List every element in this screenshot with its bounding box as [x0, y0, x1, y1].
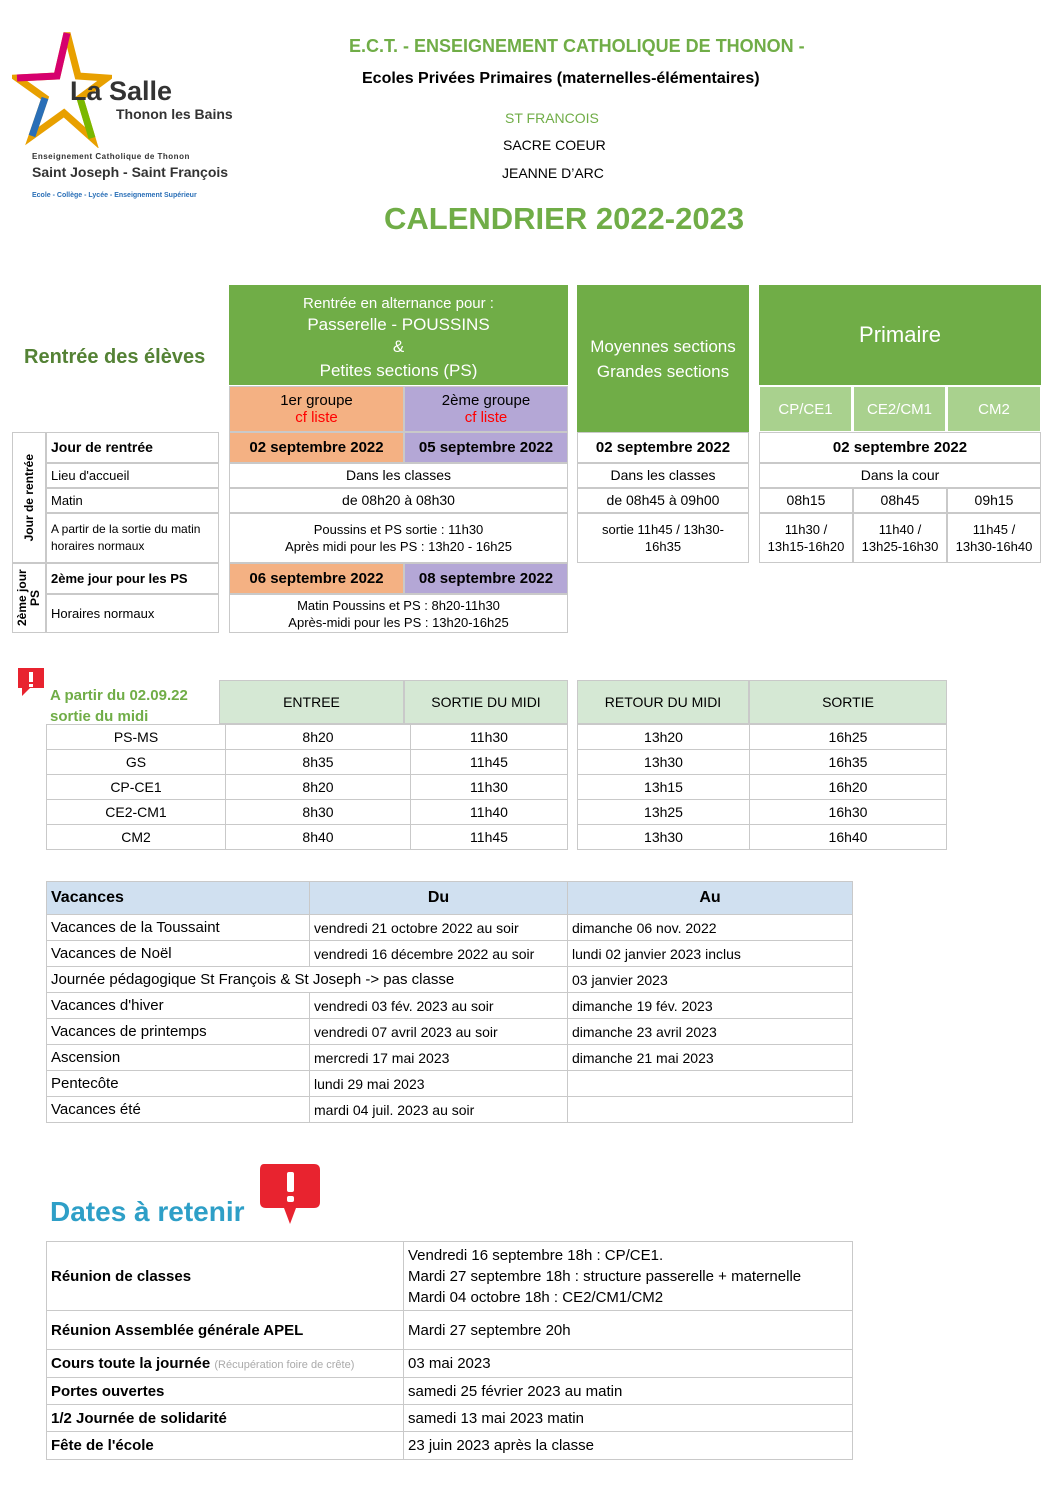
- sortie-cell: 16h20: [750, 775, 947, 800]
- ce2-cm1-header: [853, 386, 946, 432]
- primaire-label: Primaire: [859, 322, 941, 347]
- prim-matin-3: [947, 488, 1041, 513]
- reunion-line3: Mardi 04 octobre 18h : CE2/CM1/CM2: [408, 1288, 664, 1306]
- cp-ce1-label: CP/CE1: [778, 400, 833, 418]
- group2-cf-liste: cf liste: [464, 409, 508, 426]
- ps-jour2b: [404, 563, 568, 594]
- ms-sortie-line2: 16h35: [644, 539, 682, 554]
- level-cell: GS: [47, 750, 226, 775]
- ps-header-line1: Rentrée en alternance pour :: [303, 295, 494, 312]
- prim-lieu: [759, 463, 1041, 488]
- vacances-du: mercredi 17 mai 2023: [310, 1045, 568, 1071]
- prim-sortie-2-a: 11h40 /: [878, 522, 922, 537]
- reunion-value: [404, 1242, 853, 1311]
- vacances-du: vendredi 03 fév. 2023 au soir: [310, 993, 568, 1019]
- sortie-midi-cell: 11h30: [411, 775, 568, 800]
- logo: [12, 28, 237, 208]
- horaires-table-right: [577, 724, 947, 850]
- col-sortie-label: SORTIE: [822, 693, 874, 710]
- ps-date2: [404, 432, 568, 463]
- ce2-cm1-label: CE2/CM1: [866, 400, 933, 418]
- dates-table: [46, 1241, 853, 1460]
- col-sortie: [749, 680, 947, 724]
- side-2eme-jour-label: 2ème jour PS: [15, 569, 42, 627]
- exclamation-bubble-icon: [14, 664, 48, 698]
- ps-sortie-line2: Après midi pour les PS : 13h20 - 16h25: [285, 539, 512, 554]
- sortie-cell: 16h30: [750, 800, 947, 825]
- label-sortie-line2: horaires normaux: [51, 539, 145, 553]
- prim-sortie-1-b: 13h15-16h20: [767, 539, 845, 554]
- sortie-cell: 16h40: [750, 825, 947, 850]
- horaires-heading-line1: A partir du 02.09.22: [50, 687, 188, 704]
- col-sortie-midi: [404, 680, 568, 724]
- ms-sortie: [577, 513, 749, 563]
- ps-normaux-line1: Matin Poussins et PS : 8h20-11h30: [297, 597, 500, 613]
- horaires-row: [578, 825, 947, 850]
- vacances-name: Vacances été: [47, 1097, 310, 1123]
- school-sacre-coeur: SACRE COEUR: [503, 137, 606, 153]
- fete-value: 23 juin 2023 après la classe: [404, 1432, 853, 1460]
- ps-jour2a-text: 06 septembre 2022: [249, 570, 384, 587]
- vacances-table: [46, 881, 853, 1123]
- sortie-midi-cell: 11h45: [411, 825, 568, 850]
- vacances-du: vendredi 07 avril 2023 au soir: [310, 1019, 568, 1045]
- prim-matin-2: [853, 488, 947, 513]
- label-jour2: [46, 563, 219, 594]
- entree-cell: 8h35: [226, 750, 411, 775]
- label-lieu: [46, 463, 219, 488]
- horaires-heading: [50, 685, 188, 727]
- prim-sortie-3-a: 11h45 /: [972, 522, 1016, 537]
- vacances-row: [47, 915, 853, 941]
- cours-note: (Récupération foire de crête): [214, 1359, 355, 1371]
- horaires-row: [578, 725, 947, 750]
- exclamation-bubble-large-icon: [256, 1158, 326, 1230]
- prim-sortie-2: [853, 513, 947, 563]
- ps-header: [229, 285, 568, 385]
- ps-normaux-line2: Après-midi pour les PS : 13h20-16h25: [288, 614, 509, 630]
- col-sortie-midi-label: SORTIE DU MIDI: [431, 693, 541, 710]
- prim-sortie-1: [759, 513, 853, 563]
- prim-sortie-3-b: 13h30-16h40: [955, 539, 1033, 554]
- ms-matin-text: de 08h45 à 09h00: [606, 492, 720, 508]
- horaires-row: [578, 750, 947, 775]
- prim-sortie-3: [947, 513, 1041, 563]
- ps-sortie-line1: Poussins et PS sortie : 11h30: [313, 522, 484, 537]
- horaires-row: [47, 750, 568, 775]
- side-jour-rentree: [12, 432, 46, 563]
- label-jour2-text: 2ème jour pour les PS: [51, 571, 188, 586]
- page-title: CALENDRIER 2022-2023: [384, 201, 745, 236]
- org-title: E.C.T. - ENSEIGNEMENT CATHOLIQUE DE THONON -: [349, 36, 805, 56]
- vacances-row: [47, 967, 853, 993]
- subtitle: Ecoles Privées Primaires (maternelles-élémentaires): [362, 70, 760, 87]
- side-jour-rentree-label: Jour de rentrée: [21, 453, 36, 542]
- label-sortie: [46, 513, 219, 563]
- level-cell: CE2-CM1: [47, 800, 226, 825]
- vacances-row: [47, 1071, 853, 1097]
- cp-ce1-header: [759, 386, 852, 432]
- school-st-francois: ST FRANCOIS: [505, 110, 599, 126]
- label-matin: [46, 488, 219, 513]
- col-retour-midi: [577, 680, 749, 724]
- vacances-au: [568, 1097, 853, 1123]
- horaires-heading-line2: sortie du midi: [50, 708, 149, 725]
- ps-matin: [229, 488, 568, 513]
- solidarite-label: 1/2 Journée de solidarité: [47, 1405, 404, 1432]
- ms-gs-header: [577, 285, 749, 432]
- cours-value: 03 mai 2023: [404, 1350, 853, 1378]
- vacances-du: vendredi 21 octobre 2022 au soir: [310, 915, 568, 941]
- ms-lieu-text: Dans les classes: [610, 467, 716, 483]
- vacances-au: lundi 02 janvier 2023 inclus: [568, 941, 853, 967]
- label-lieu-text: Lieu d'accueil: [51, 468, 130, 483]
- retour-cell: 13h25: [578, 800, 750, 825]
- vacances-row: [47, 1097, 853, 1123]
- horaires-row: [47, 725, 568, 750]
- retour-cell: 13h20: [578, 725, 750, 750]
- horaires-row: [47, 775, 568, 800]
- prim-matin-3-text: 09h15: [974, 492, 1014, 508]
- vacances-au: 03 janvier 2023: [568, 967, 853, 993]
- vac-col-du: Du: [310, 882, 568, 915]
- horaires-row: [578, 775, 947, 800]
- rentree-heading: Rentrée des élèves: [24, 346, 206, 368]
- vacances-du: mardi 04 juil. 2023 au soir: [310, 1097, 568, 1123]
- vacances-au: dimanche 06 nov. 2022: [568, 915, 853, 941]
- entree-cell: 8h20: [226, 725, 411, 750]
- ps-date1-text: 02 septembre 2022: [249, 439, 384, 456]
- reunion-line1: Vendredi 16 septembre 18h : CP/CE1.: [408, 1246, 664, 1264]
- ms-sortie-line1: sortie 11h45 / 13h30-: [602, 522, 724, 537]
- prim-matin-1: [759, 488, 853, 513]
- ps-date1: [229, 432, 404, 463]
- prim-date-text: 02 septembre 2022: [832, 439, 968, 456]
- col-entree-label: ENTREE: [283, 693, 340, 710]
- ms-header-line1: Moyennes sections: [590, 336, 736, 356]
- horaires-row: [578, 800, 947, 825]
- entree-cell: 8h40: [226, 825, 411, 850]
- logo-line3: Ecole - Collège - Lycée - Enseignement Supérieur: [32, 192, 197, 199]
- ps-header-line3: &: [392, 337, 405, 356]
- logo-city: Thonon les Bains: [116, 106, 233, 122]
- vacances-row: [47, 941, 853, 967]
- vacances-du: lundi 29 mai 2023: [310, 1071, 568, 1097]
- ps-lieu-text: Dans les classes: [345, 467, 452, 483]
- reunion-line2: Mardi 27 septembre 18h : structure passerelle + maternelle: [408, 1267, 802, 1285]
- prim-matin-1-text: 08h15: [786, 492, 826, 508]
- horaires-table-left: [46, 724, 568, 850]
- retour-cell: 13h15: [578, 775, 750, 800]
- vacances-au: dimanche 19 fév. 2023: [568, 993, 853, 1019]
- label-jour-text: Jour de rentrée: [51, 439, 153, 455]
- vacances-au: dimanche 23 avril 2023: [568, 1019, 853, 1045]
- retour-cell: 13h30: [578, 750, 750, 775]
- ms-date: [577, 432, 749, 463]
- label-normaux-text: Horaires normaux: [51, 606, 155, 621]
- vacances-name: Vacances de printemps: [47, 1019, 310, 1045]
- ps-normaux: [229, 594, 568, 633]
- vacances-row: [47, 1019, 853, 1045]
- level-cell: CM2: [47, 825, 226, 850]
- group1-label: 1er groupe: [280, 392, 353, 409]
- logo-brand: La Salle: [70, 76, 173, 106]
- vacances-name: Vacances de la Toussaint: [47, 915, 310, 941]
- group2-label: 2ème groupe: [441, 392, 531, 409]
- vacances-name: Vacances d'hiver: [47, 993, 310, 1019]
- label-normaux: [46, 594, 219, 633]
- ps-jour2b-text: 08 septembre 2022: [418, 570, 554, 587]
- col-retour-midi-label: RETOUR DU MIDI: [604, 693, 722, 710]
- group1-cf-liste: cf liste: [295, 409, 338, 426]
- logo-line1: Enseignement Catholique de Thonon: [32, 152, 190, 161]
- vacances-du: vendredi 16 décembre 2022 au soir: [310, 941, 568, 967]
- ps-date2-text: 05 septembre 2022: [418, 439, 554, 456]
- vacances-name: Ascension: [47, 1045, 310, 1071]
- label-matin-text: Matin: [51, 493, 83, 508]
- logo-line2: Saint Joseph - Saint François: [32, 164, 229, 180]
- entree-cell: 8h30: [226, 800, 411, 825]
- vacances-name: Journée pédagogique St François & St Joseph -> pas classe: [47, 967, 568, 993]
- ps-header-line4: Petites sections (PS): [319, 361, 478, 379]
- horaires-row: [47, 800, 568, 825]
- sortie-midi-cell: 11h45: [411, 750, 568, 775]
- vacances-name: Pentecôte: [47, 1071, 310, 1097]
- group1-header: [229, 386, 404, 432]
- prim-sortie-2-b: 13h25-16h30: [861, 539, 939, 554]
- label-sortie-line1: A partir de la sortie du matin: [51, 522, 201, 536]
- ps-lieu: [229, 463, 568, 488]
- ps-sortie: [229, 513, 568, 563]
- vacances-row: [47, 993, 853, 1019]
- ps-matin-text: de 08h20 à 08h30: [342, 492, 455, 508]
- dates-heading: Dates à retenir: [50, 1196, 245, 1227]
- prim-matin-2-text: 08h45: [880, 492, 920, 508]
- cm2-label: CM2: [978, 400, 1010, 418]
- level-cell: CP-CE1: [47, 775, 226, 800]
- group2-header: [404, 386, 568, 432]
- sortie-midi-cell: 11h40: [411, 800, 568, 825]
- vac-col-vacances: Vacances: [47, 882, 310, 915]
- cours-label-text: Cours toute la journée: [51, 1355, 211, 1372]
- sortie-midi-cell: 11h30: [411, 725, 568, 750]
- fete-label: Fête de l'école: [47, 1432, 404, 1460]
- apel-value: Mardi 27 septembre 20h: [404, 1311, 853, 1350]
- side-2eme-jour: [12, 563, 46, 633]
- label-jour: [46, 432, 219, 463]
- vac-col-au: Au: [568, 882, 853, 915]
- ps-jour2a: [229, 563, 404, 594]
- prim-lieu-text: Dans la cour: [860, 467, 940, 483]
- solidarite-value: samedi 13 mai 2023 matin: [404, 1405, 853, 1432]
- primaire-header: [759, 285, 1041, 385]
- vacances-au: dimanche 21 mai 2023: [568, 1045, 853, 1071]
- cours-label: [47, 1350, 404, 1378]
- ms-header-line2: Grandes sections: [596, 361, 730, 381]
- sortie-cell: 16h25: [750, 725, 947, 750]
- prim-date: [759, 432, 1041, 463]
- cm2-header: [947, 386, 1041, 432]
- ps-header-line2: Passerelle - POUSSINS: [307, 315, 490, 334]
- vacances-name: Vacances de Noël: [47, 941, 310, 967]
- entree-cell: 8h20: [226, 775, 411, 800]
- ms-date-text: 02 septembre 2022: [595, 439, 731, 456]
- vacances-au: [568, 1071, 853, 1097]
- level-cell: PS-MS: [47, 725, 226, 750]
- portes-label: Portes ouvertes: [47, 1378, 404, 1405]
- retour-cell: 13h30: [578, 825, 750, 850]
- reunion-label: Réunion de classes: [47, 1242, 404, 1311]
- ms-matin: [577, 488, 749, 513]
- prim-sortie-1-a: 11h30 /: [784, 522, 828, 537]
- horaires-row: [47, 825, 568, 850]
- ms-lieu: [577, 463, 749, 488]
- vacances-row: [47, 1045, 853, 1071]
- portes-value: samedi 25 février 2023 au matin: [404, 1378, 853, 1405]
- apel-label: Réunion Assemblée générale APEL: [47, 1311, 404, 1350]
- school-jeanne-darc: JEANNE D’ARC: [502, 165, 604, 181]
- col-entree: [219, 680, 404, 724]
- sortie-cell: 16h35: [750, 750, 947, 775]
